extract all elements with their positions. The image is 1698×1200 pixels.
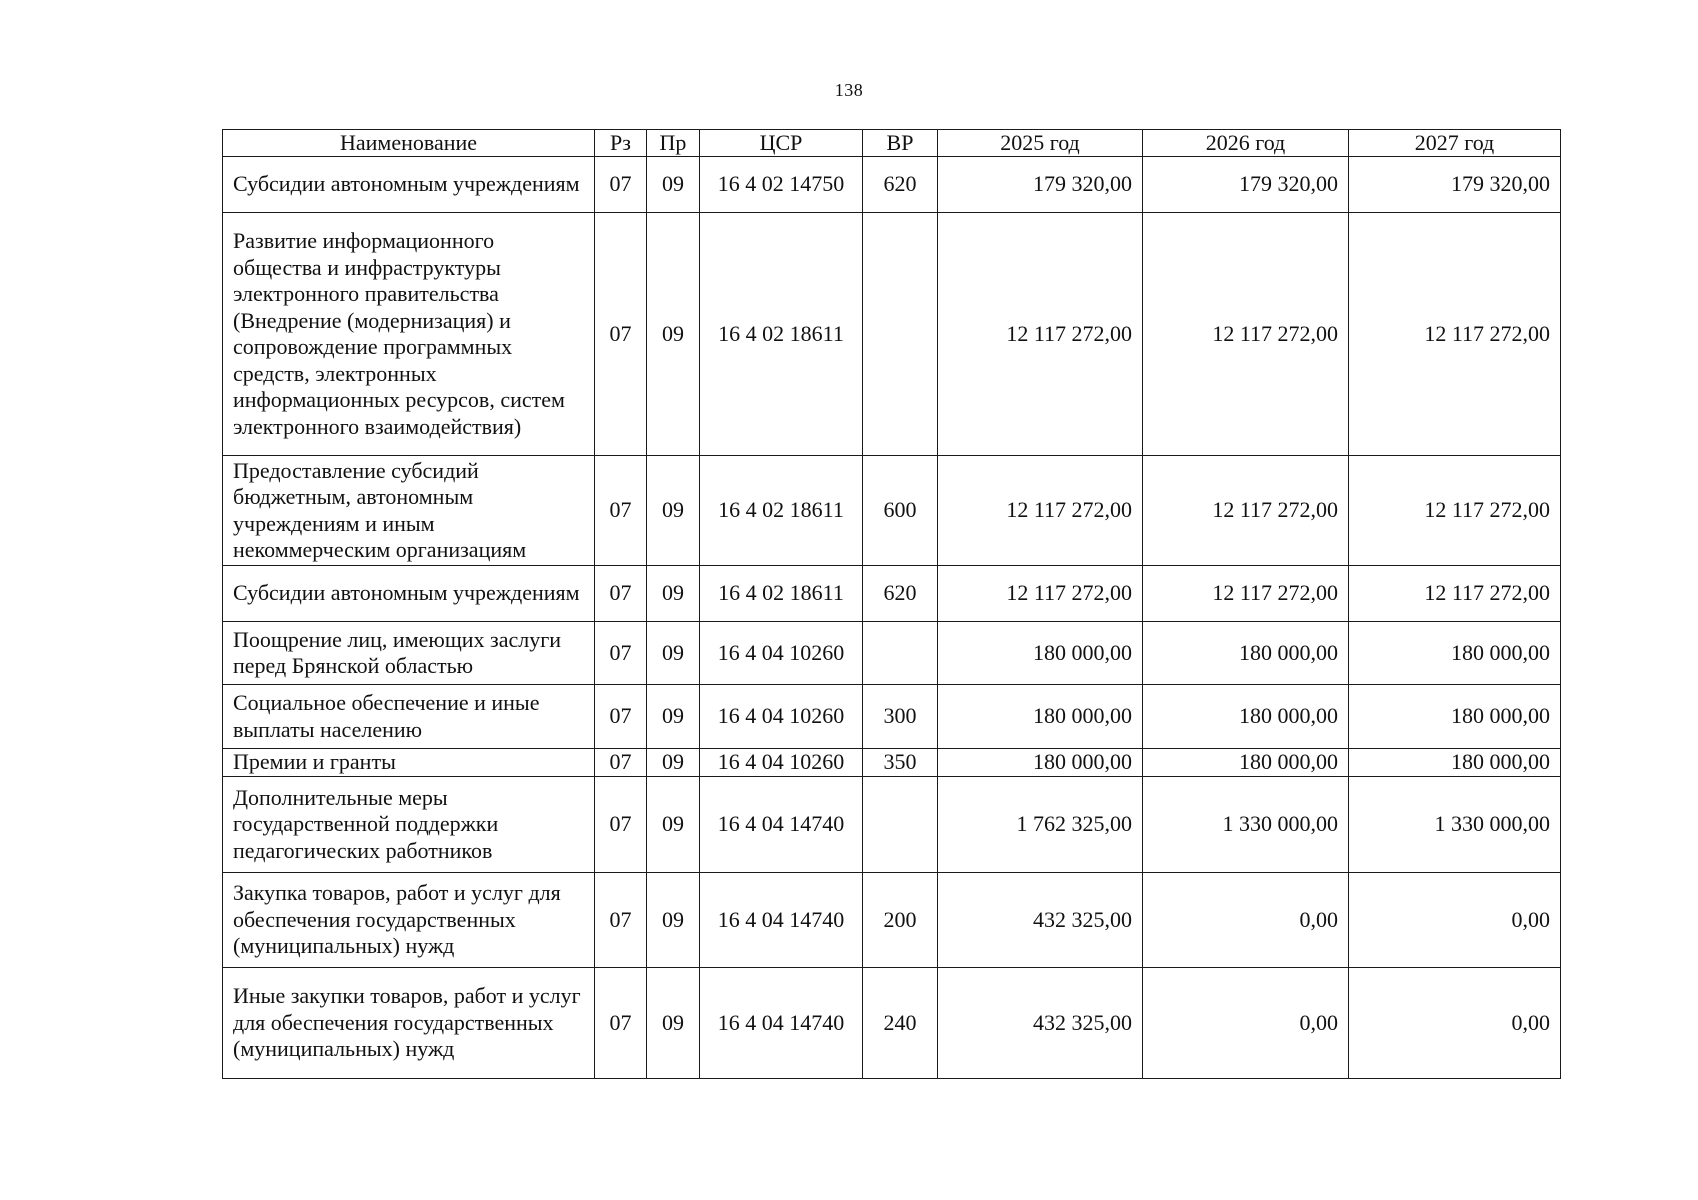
row-2027: 12 117 272,00 (1349, 213, 1561, 456)
row-2025: 180 000,00 (938, 685, 1143, 749)
header-row (223, 130, 1561, 157)
row-2025: 432 325,00 (938, 873, 1143, 968)
row-2027: 0,00 (1349, 873, 1561, 968)
header-csr: ЦСР (700, 130, 863, 157)
row-name: Поощрение лиц, имеющих заслуги перед Брянской областью (223, 622, 595, 685)
row-2027: 0,00 (1349, 968, 1561, 1079)
row-pr: 09 (647, 157, 700, 213)
row-2026: 1 330 000,00 (1143, 777, 1349, 873)
row-2025: 12 117 272,00 (938, 213, 1143, 456)
row-csr: 16 4 02 14750 (700, 157, 863, 213)
row-2027: 180 000,00 (1349, 622, 1561, 685)
row-2026: 12 117 272,00 (1143, 566, 1349, 622)
table-row (223, 749, 1561, 777)
row-name: Субсидии автономным учреждениям (223, 566, 595, 622)
row-rz: 07 (595, 749, 647, 777)
row-csr: 16 4 02 18611 (700, 213, 863, 456)
row-2027: 179 320,00 (1349, 157, 1561, 213)
row-rz: 07 (595, 968, 647, 1079)
row-vr (863, 213, 938, 456)
row-vr: 620 (863, 157, 938, 213)
row-pr: 09 (647, 685, 700, 749)
row-vr: 350 (863, 749, 938, 777)
header-rz: Рз (595, 130, 647, 157)
row-csr: 16 4 04 10260 (700, 622, 863, 685)
row-2026: 179 320,00 (1143, 157, 1349, 213)
header-name: Наименование (223, 130, 595, 157)
row-pr: 09 (647, 456, 700, 566)
row-name: Премии и гранты (223, 749, 595, 777)
row-pr: 09 (647, 968, 700, 1079)
row-vr: 600 (863, 456, 938, 566)
row-2026: 180 000,00 (1143, 622, 1349, 685)
row-name: Развитие информационного общества и инфраструктуры электронного правительства (Внедрение (модернизация) и сопровождение программных средств, электронных информационных ресурсов, систем электронного взаимодействия) (223, 213, 595, 456)
row-2027: 180 000,00 (1349, 685, 1561, 749)
row-vr: 200 (863, 873, 938, 968)
row-pr: 09 (647, 213, 700, 456)
row-rz: 07 (595, 685, 647, 749)
header-2025: 2025 год (938, 130, 1143, 157)
row-csr: 16 4 04 10260 (700, 685, 863, 749)
header-vr: ВР (863, 130, 938, 157)
row-pr: 09 (647, 777, 700, 873)
row-2025: 1 762 325,00 (938, 777, 1143, 873)
row-name: Субсидии автономным учреждениям (223, 157, 595, 213)
table-row (223, 777, 1561, 873)
header-pr: Пр (647, 130, 700, 157)
row-vr: 240 (863, 968, 938, 1079)
row-rz: 07 (595, 456, 647, 566)
row-2026: 12 117 272,00 (1143, 456, 1349, 566)
row-2025: 432 325,00 (938, 968, 1143, 1079)
row-name: Дополнительные меры государственной поддержки педагогических работников (223, 777, 595, 873)
row-csr: 16 4 04 10260 (700, 749, 863, 777)
row-rz: 07 (595, 777, 647, 873)
row-pr: 09 (647, 566, 700, 622)
row-csr: 16 4 04 14740 (700, 968, 863, 1079)
row-2025: 180 000,00 (938, 749, 1143, 777)
row-2025: 12 117 272,00 (938, 456, 1143, 566)
row-rz: 07 (595, 213, 647, 456)
row-pr: 09 (647, 749, 700, 777)
row-2027: 12 117 272,00 (1349, 566, 1561, 622)
row-2025: 179 320,00 (938, 157, 1143, 213)
row-rz: 07 (595, 566, 647, 622)
table-row (223, 213, 1561, 456)
table-row (223, 157, 1561, 213)
row-pr: 09 (647, 622, 700, 685)
header-2026: 2026 год (1143, 130, 1349, 157)
table-row (223, 873, 1561, 968)
row-2027: 1 330 000,00 (1349, 777, 1561, 873)
table-row (223, 622, 1561, 685)
table-row (223, 566, 1561, 622)
table-row (223, 456, 1561, 566)
table-row (223, 685, 1561, 749)
budget-table (222, 129, 1561, 1079)
row-vr (863, 622, 938, 685)
row-2027: 12 117 272,00 (1349, 456, 1561, 566)
row-vr: 300 (863, 685, 938, 749)
row-rz: 07 (595, 873, 647, 968)
row-vr (863, 777, 938, 873)
row-rz: 07 (595, 157, 647, 213)
row-name: Предоставление субсидий бюджетным, автономным учреждениям и иным некоммерческим организациям (223, 456, 595, 566)
row-csr: 16 4 04 14740 (700, 873, 863, 968)
row-csr: 16 4 04 14740 (700, 777, 863, 873)
page-number: 138 (834, 80, 864, 100)
row-2026: 0,00 (1143, 968, 1349, 1079)
row-2025: 12 117 272,00 (938, 566, 1143, 622)
row-pr: 09 (647, 873, 700, 968)
row-vr: 620 (863, 566, 938, 622)
row-2026: 12 117 272,00 (1143, 213, 1349, 456)
row-name: Закупка товаров, работ и услуг для обеспечения государственных (муниципальных) нужд (223, 873, 595, 968)
row-2025: 180 000,00 (938, 622, 1143, 685)
row-csr: 16 4 02 18611 (700, 566, 863, 622)
row-name: Иные закупки товаров, работ и услуг для обеспечения государственных (муниципальных) нужд (223, 968, 595, 1079)
row-2026: 180 000,00 (1143, 749, 1349, 777)
row-csr: 16 4 02 18611 (700, 456, 863, 566)
row-2026: 0,00 (1143, 873, 1349, 968)
row-rz: 07 (595, 622, 647, 685)
header-2027: 2027 год (1349, 130, 1561, 157)
row-2027: 180 000,00 (1349, 749, 1561, 777)
table-row (223, 968, 1561, 1079)
row-name: Социальное обеспечение и иные выплаты населению (223, 685, 595, 749)
row-2026: 180 000,00 (1143, 685, 1349, 749)
